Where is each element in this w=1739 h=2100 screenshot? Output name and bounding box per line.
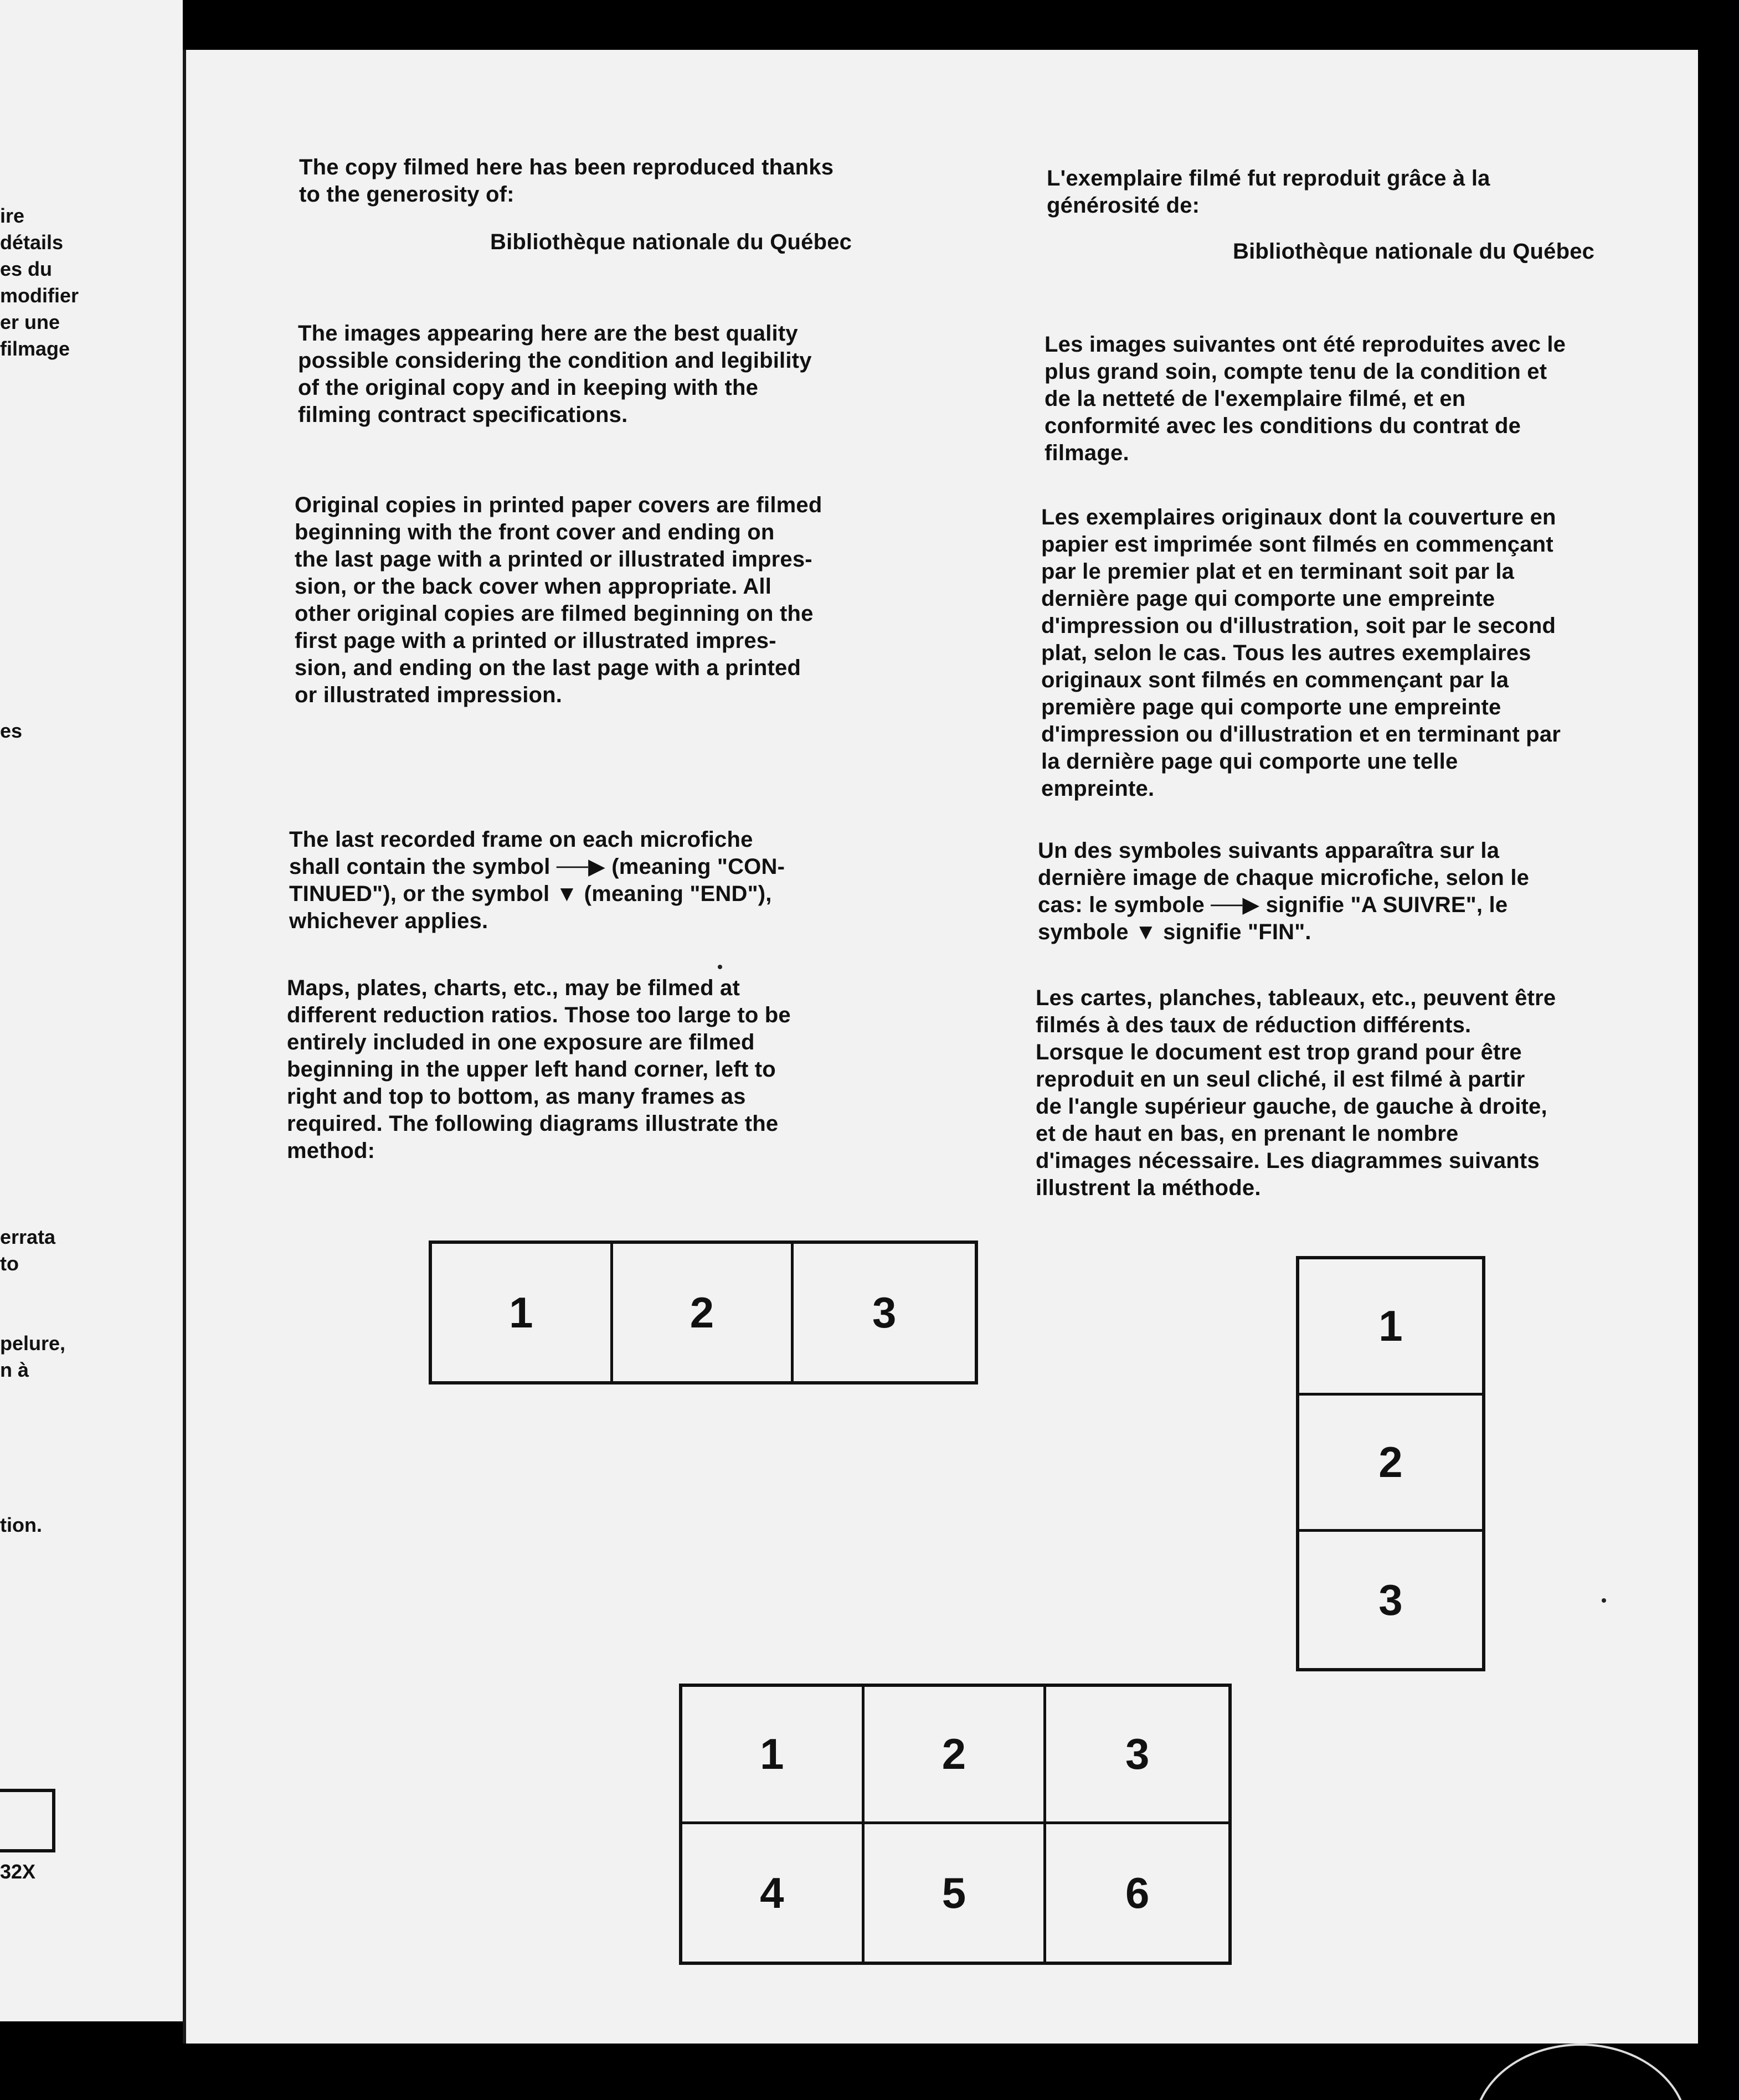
scan-speck [1602,1598,1606,1603]
diagram-column [1296,1256,1485,1671]
english-maps: Maps, plates, charts, etc., may be filmed at different reduction ratios. Those too large to be entirely included in one exposure are filmed beginning in the upper left hand corner, left to right and top to bottom, as many frames as required. The following diagrams illustrate the method: [287,976,791,1163]
french-library: Bibliothèque nationale du Québec [1233,239,1595,264]
french-symbols: Un des symboles suivants apparaîtra sur la dernière image de chaque microfiche, selon le cas: le symbole ──▶ signifie "A SUIVRE", le symbole ▼ signifie "FIN". [1038,838,1530,944]
scan-artifact-arc [1473,2044,1688,2100]
diagram-cell: 1 [432,1244,613,1381]
french-covers: Les exemplaires originaux dont la couverture en papier est imprimée sont filmés en commençant par le premier plat et en terminant soit par la dernière page qui comporte une empreinte d'impression ou d'illustration, soit par le second plat, selon le cas. Tous les autres exemplaires originaux sont filmés en commençant par la première page qui comporte une empreinte d'impression ou d'illustration et en terminant par la dernière page qui comporte une telle empreinte. [1041,505,1561,801]
left-page-fragment [0,0,183,2021]
left-fragment-text: n à [0,1358,29,1381]
diagram-cell: 1 [1299,1259,1482,1396]
left-fragment-text: ire [0,204,25,227]
left-fragment-text: es [0,719,23,742]
diagram-cell: 2 [613,1244,794,1381]
left-fragment-text: filmage [0,337,70,360]
scan-speck [718,965,722,969]
english-covers: Original copies in printed paper covers are filmed beginning with the front cover and ending on the last page with a printed or illustrated impres- sion, or the back cover when appropriate. All other original copies are filmed beginning on the first page with a printed or illustrated impres- sion, and ending on the last page with a printed or illustrated impression. [295,493,822,707]
english-symbols: The last recorded frame on each microfiche shall contain the symbol ──▶ (meaning "CON- TINUED"), or the symbol ▼ (meaning "END"), whichever applies. [289,827,785,933]
left-fragment-text: modifier [0,284,79,307]
diagram-cell: 3 [872,1288,897,1337]
diagram-cell: 1 [682,1687,865,1824]
diagram-row [429,1241,978,1384]
left-fragment-text: détails [0,231,64,254]
english-quality: The images appearing here are the best quality possible considering the condition and legibility of the original copy and in keeping with the filming contract specifications. [298,321,812,427]
french-quality: Les images suivantes ont été reproduites avec le plus grand soin, compte tenu de la condition et de la netteté de l'exemplaire filmé, et en conformité avec les conditions du contrat de filmage. [1045,332,1566,465]
left-fragment-text: er une [0,311,60,333]
diagram-cell: 2 [1299,1396,1482,1532]
diagram-cell: 6 [1125,1868,1150,1917]
diagram-cell: 3 [1046,1687,1228,1824]
left-fragment-text: pelure, [0,1332,66,1355]
left-fragment-text: to [0,1252,19,1275]
diagram-grid [679,1684,1232,1965]
left-fragment-text: tion. [0,1514,42,1536]
english-library: Bibliothèque nationale du Québec [490,230,852,254]
diagram-cell: 2 [865,1687,1047,1824]
english-intro: The copy filmed here has been reproduced thanks to the generosity of: [299,155,834,207]
diagram-cell: 4 [682,1824,865,1962]
french-maps: Les cartes, planches, tableaux, etc., peuvent être filmés à des taux de réduction différents. Lorsque le document est trop grand pour être reproduit en un seul cliché, il est filmé à partir de l'angle supérieur gauche, de gauche à droite, et de haut en bas, en prenant le nombre d'images nécessaire. Les diagrammes suivants illustrent la méthode. [1036,986,1556,1200]
diagram-cell: 3 [1378,1575,1403,1624]
reduction-box [0,1789,55,1852]
left-fragment-text: errata [0,1226,56,1248]
diagram-cell: 5 [865,1824,1047,1962]
left-fragment-text: es du [0,258,53,280]
french-intro: L'exemplaire filmé fut reproduit grâce à la générosité de: [1047,166,1490,218]
reduction-label: 32X [0,1860,36,1883]
